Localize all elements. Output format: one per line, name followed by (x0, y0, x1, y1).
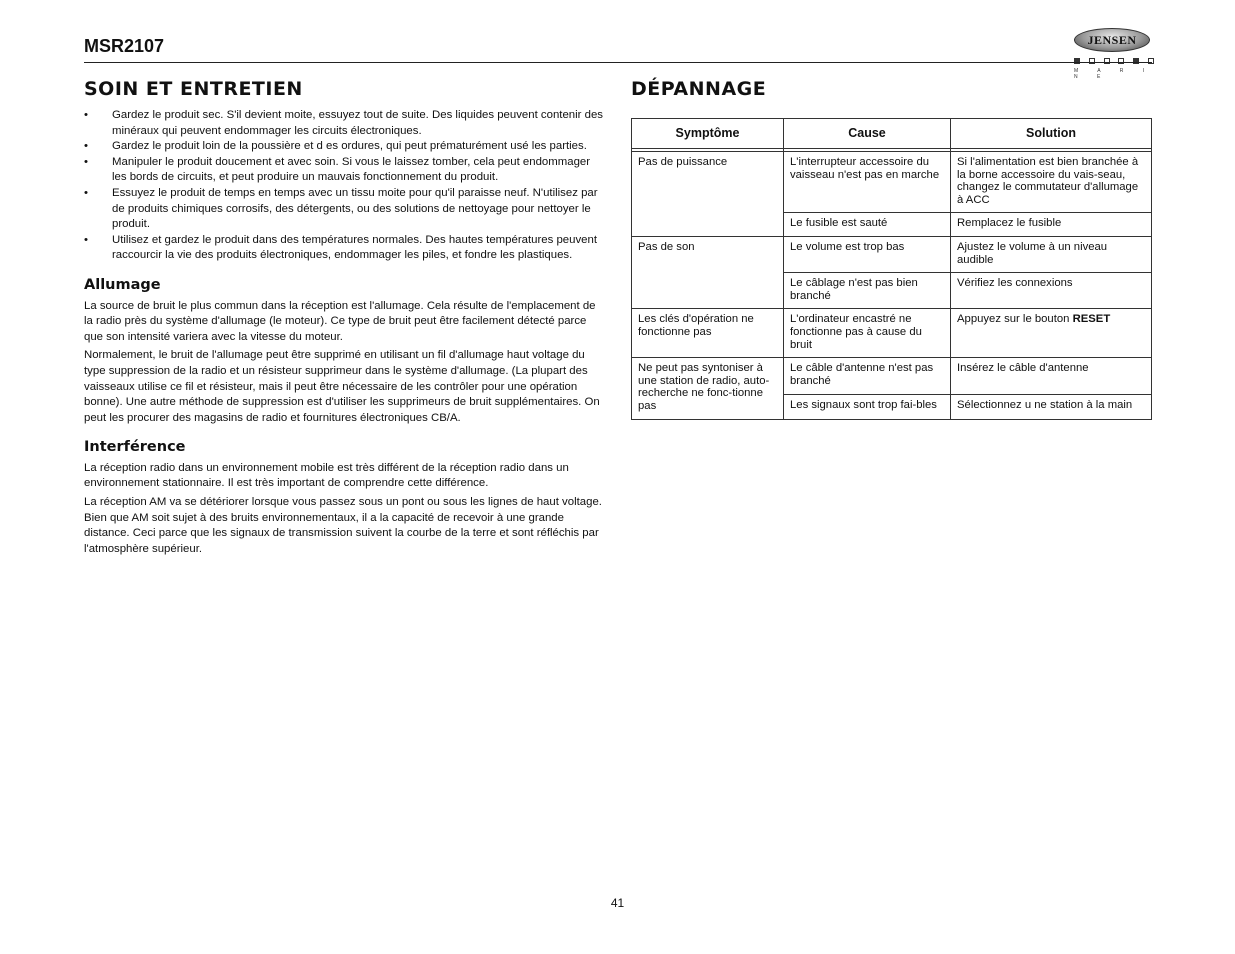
table-header-row (632, 119, 1152, 149)
header-solution: Solution (951, 119, 1152, 149)
list-item: • Utilisez et gardez le produit dans des températures normales. Des hautes températures peuvent raccourcir la vie des produits électroniques, endommager les piles, et fondre les plastiques. (84, 233, 597, 262)
table-row (632, 236, 1152, 272)
troubleshooting-section-title: DÉPANNAGE (631, 78, 767, 100)
cause-cell: L'ordinateur encastré ne fonctionne pas à cause du bruit (784, 309, 951, 358)
reset-label: RESET (1072, 313, 1111, 326)
cause-cell: Le câblage n'est pas bien branché (784, 273, 951, 309)
header-symptom: Symptôme (632, 119, 784, 149)
cause-cell: Les signaux sont trop fai-bles (784, 395, 951, 419)
care-section-title: SOIN ET ENTRETIEN (84, 78, 303, 100)
model-title: MSR2107 (84, 36, 165, 56)
jensen-logo-oval (1074, 28, 1150, 52)
table-row (632, 358, 1152, 395)
page-number: 41 (610, 896, 625, 910)
troubleshooting-table (631, 118, 1152, 420)
header-cause: Cause (784, 119, 951, 149)
solution-cell: Insérez le câble d'antenne (951, 358, 1152, 395)
allumage-heading: Allumage (84, 276, 161, 293)
solution-cell: Ajustez le volume à un niveau audible (951, 236, 1152, 272)
allumage-paragraph-2: Normalement, le bruit de l'allumage peut être supprimé en utilisant un fil d'allumage haut voltage du type suppression de la radio et un résisteur supprimeur dans le système d'allumage. (La plupart des vaisseaux utilise ce fil et résisteur, mais il peut être nécessaire de les contrôler pour une opération bonne). Une autre méthode de suppression est d'utiliser les supprimeurs de bruit supplémentaires. On peut les procurer des magasins de radio et fournitures électroniques CB/A. (84, 349, 600, 424)
solution-cell: Si l'alimentation est bien branchée à la borne accessoire du vais-seau, changez le commutateur d'allumage à ACC (951, 152, 1152, 213)
care-column (84, 108, 604, 560)
allumage-paragraph-1: La source de bruit le plus commun dans la réception est l'allumage. Cela résulte de l'emplacement de la radio près du système d'allumage (le moteur). Ce type de bruit peut être facilement détecté parce que son intensité variera avec la vitesse du moteur. (84, 299, 596, 343)
interference-heading: Interférence (84, 439, 186, 456)
solution-cell: Appuyez sur le bouton RESET (951, 309, 1152, 358)
interference-paragraph-2: La réception AM va se détériorer lorsque vous passez sous un pont ou sous les lignes de haut voltage. Bien que AM soit sujet à des bruits environnementaux, il a la capacité de recevoir à une grande distance. Ceci parce que les signaux de transmission suivent la courbe de la terre et sont réfléchis par l'atmosphère supérieur. (84, 496, 602, 555)
symptom-cell: Pas de puissance (632, 152, 784, 237)
list-item: • Manipuler le produit doucement et avec soin. Si vous le laissez tomber, cela peut endommager les bords de circuits, et peut produire un mauvais fonctionnement du produit. (84, 155, 591, 184)
cause-cell: L'interrupteur accessoire du vaisseau n'est pas en marche (784, 152, 951, 213)
brand-name: JENSEN (1087, 32, 1137, 47)
cause-cell: Le volume est trop bas (784, 236, 951, 272)
brand-subtitle: M A R I N E (1074, 68, 1154, 80)
symptom-cell: Pas de son (632, 236, 784, 308)
interference-paragraph-1: La réception radio dans un environnement mobile est très différent de la réception radio dans un environnement stationnaire. Il est très important de comprendre cette différence. (84, 461, 569, 490)
table-row (632, 152, 1152, 213)
cause-cell: Le câble d'antenne n'est pas branché (784, 358, 951, 395)
solution-cell: Sélectionnez u ne station à la main (951, 395, 1152, 419)
list-item: • Gardez le produit sec. S'il devient moite, essuyez tout de suite. Des liquides peuvent contenir des minéraux qui peuvent endommager les circuits électroniques. (84, 109, 603, 137)
list-item: • Gardez le produit loin de la poussière et d es ordures, qui peut prématurément usé les parties. (84, 140, 587, 153)
care-bullet-list (84, 108, 604, 264)
jensen-logo (1066, 26, 1158, 78)
header-rule (84, 62, 1152, 63)
symptom-cell: Ne peut pas syntoniser à une station de radio, auto-recherche ne fonc-tionne pas (632, 358, 784, 419)
list-item: • Essuyez le produit de temps en temps avec un tissu moite pour qu'il paraisse neuf. N'utilisez par de produits chimiques corrosifs, des détergents, ou des solutions de nettoyage pour nettoyer le produit. (84, 186, 598, 231)
symptom-cell: Les clés d'opération ne fonctionne pas (632, 309, 784, 358)
table-row (632, 309, 1152, 358)
cause-cell: Le fusible est sauté (784, 213, 951, 237)
solution-cell: Remplacez le fusible (951, 213, 1152, 237)
solution-cell: Vérifiez les connexions (951, 273, 1152, 309)
